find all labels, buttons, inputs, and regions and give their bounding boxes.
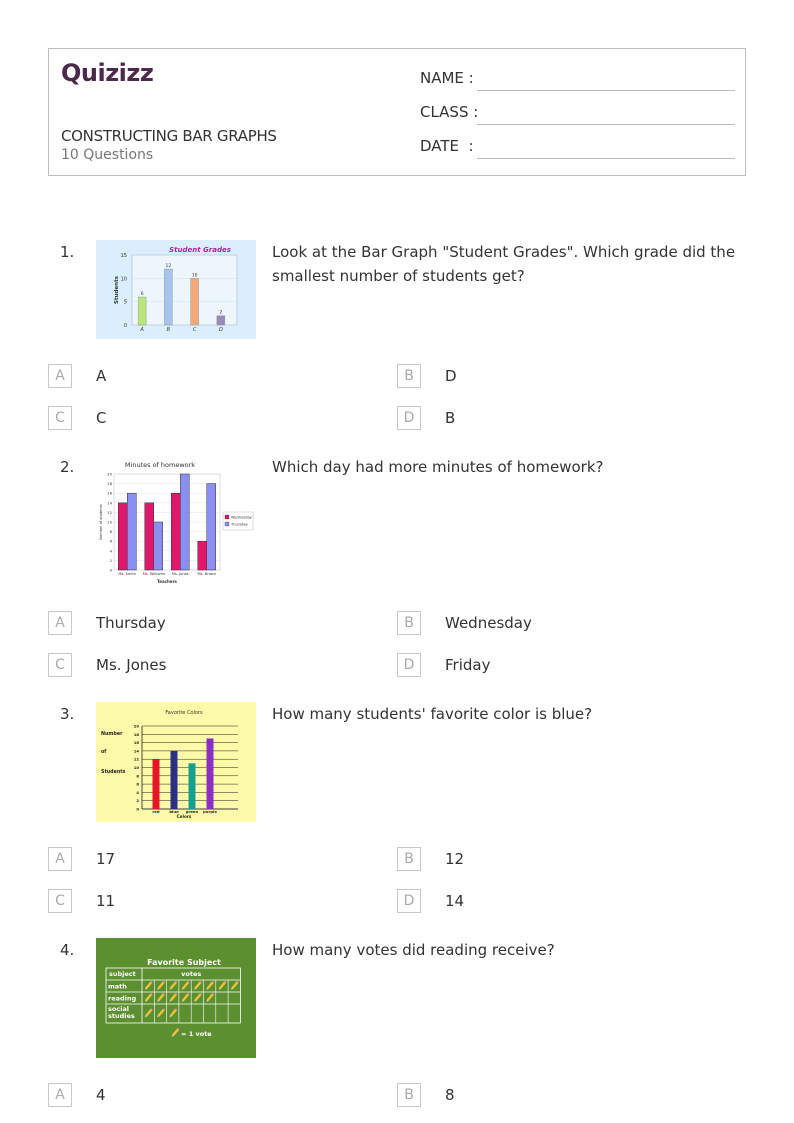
favorite-subject-tally — [96, 938, 256, 1058]
y-tick-label: 2 — [136, 798, 139, 804]
bar-wednesday-ms-brown — [198, 541, 207, 570]
q2-option-b-text[interactable]: Wednesday — [445, 614, 532, 632]
question-4-image — [96, 938, 256, 1058]
quizizz-logo: Quizizz — [61, 59, 154, 87]
q3-option-d-text[interactable]: 14 — [445, 892, 465, 910]
q3-option-d-letter[interactable]: D — [397, 889, 421, 913]
date-field[interactable] — [420, 137, 735, 157]
y-tick-label: 0 — [136, 806, 139, 812]
question-4-text: How many votes did reading receive? — [272, 941, 555, 959]
name-line[interactable] — [477, 90, 735, 91]
date-label: DATE : — [420, 137, 474, 155]
q1-option-d-text[interactable]: B — [445, 409, 456, 427]
q1-option-c-text[interactable]: C — [96, 409, 107, 427]
y-tick-label: 0 — [109, 567, 112, 573]
q2-option-c-text[interactable]: Ms. Jones — [96, 656, 167, 674]
y-tick-label: 4 — [109, 548, 112, 554]
q2-option-a-text[interactable]: Thursday — [96, 614, 166, 632]
y-tick-label: 2 — [109, 557, 112, 563]
y-tick-label: 12 — [133, 756, 139, 762]
bar-thursday-ms-smith — [127, 493, 136, 570]
bar-a — [138, 297, 146, 325]
q3-option-c-letter[interactable]: C — [48, 889, 72, 913]
bar-wednesday-ms-jones — [171, 493, 180, 570]
y-tick-label: 18 — [133, 731, 139, 737]
row-label-social-studies: studies — [108, 1012, 135, 1020]
chart-title: Favorite Colors — [165, 710, 203, 716]
name-field[interactable] — [420, 69, 735, 89]
y-tick-label: 18 — [107, 481, 112, 487]
minutes-of-homework-chart — [96, 455, 256, 588]
x-tick-label: Ms. Jones — [171, 572, 189, 576]
y-tick-label: 15 — [120, 253, 127, 259]
data-label-b: 12 — [165, 264, 172, 269]
x-axis-label: Colors — [176, 814, 192, 819]
y-tick-label: 4 — [136, 789, 139, 795]
question-2-image — [96, 455, 256, 588]
bar-thursday-ms-jones — [180, 474, 189, 570]
q2-option-a-letter[interactable]: A — [48, 611, 72, 635]
header-votes: votes — [181, 970, 202, 978]
q3-option-c-text[interactable]: 11 — [96, 892, 116, 910]
q1-option-b-letter[interactable]: B — [397, 364, 421, 388]
chart-title: Favorite Subject — [147, 958, 221, 967]
student-grades-chart — [96, 240, 256, 339]
header-subject: subject — [109, 970, 136, 978]
y-tick-label: 8 — [109, 529, 112, 535]
chart-title: Minutes of homework — [124, 461, 196, 469]
x-tick-label: A — [140, 327, 144, 333]
bar-red — [153, 759, 160, 809]
question-2-number: 2. — [60, 458, 75, 476]
q3-option-a-text[interactable]: 17 — [96, 850, 116, 868]
y-axis-label-line: of — [101, 750, 107, 755]
bar-thursday-ms-brown — [207, 484, 216, 570]
x-tick-label: green — [185, 809, 199, 814]
question-3-text: How many students' favorite color is blue? — [272, 705, 593, 723]
q3-option-a-letter[interactable]: A — [48, 847, 72, 871]
bar-wednesday-ms-williams — [145, 503, 154, 570]
q2-option-c-letter[interactable]: C — [48, 653, 72, 677]
favorite-colors-chart — [96, 702, 256, 822]
x-tick-label: Ms. Williams — [142, 572, 165, 576]
question-1-number: 1. — [60, 243, 75, 261]
class-line[interactable] — [477, 124, 735, 125]
x-tick-label: Ms. Brown — [197, 572, 217, 576]
x-tick-label: blue — [169, 809, 179, 814]
data-label-c: 10 — [191, 273, 198, 279]
legend-swatch-thursday — [225, 522, 229, 526]
legend-label-wednesday: Wednesday — [231, 515, 252, 520]
row-label-reading: reading — [108, 994, 137, 1003]
y-tick-label: 6 — [136, 781, 139, 787]
q3-option-b-letter[interactable]: B — [397, 847, 421, 871]
date-line[interactable] — [477, 158, 735, 159]
q3-option-b-text[interactable]: 12 — [445, 850, 465, 868]
y-axis-label-line: Students — [101, 770, 126, 775]
worksheet-title: CONSTRUCTING BAR GRAPHS — [61, 127, 277, 145]
class-label: CLASS : — [420, 103, 479, 121]
x-tick-label: red — [152, 809, 160, 814]
y-axis-label-line: Number — [101, 732, 123, 737]
q1-option-b-text[interactable]: D — [445, 367, 457, 385]
y-tick-label: 0 — [123, 323, 127, 329]
x-tick-label: purple — [203, 809, 217, 814]
x-tick-label: D — [218, 327, 223, 333]
name-label: NAME : — [420, 69, 474, 87]
x-tick-label: Ms. Smith — [118, 572, 137, 576]
question-4-number: 4. — [60, 941, 75, 959]
q2-option-d-text[interactable]: Friday — [445, 656, 491, 674]
row-label-math: math — [108, 982, 127, 991]
data-label-d: 2 — [219, 310, 223, 316]
q2-option-b-letter[interactable]: B — [397, 611, 421, 635]
y-tick-label: 10 — [107, 519, 112, 525]
q4-option-b-text[interactable]: 8 — [445, 1086, 455, 1104]
legend-swatch-wednesday — [225, 515, 229, 519]
q4-option-b-letter[interactable]: B — [397, 1083, 421, 1107]
data-label-a: 6 — [140, 292, 144, 297]
y-tick-label: 16 — [133, 740, 139, 746]
bar-b — [164, 269, 172, 325]
y-tick-label: 8 — [136, 773, 139, 779]
y-tick-label: 20 — [133, 723, 139, 729]
bar-c — [191, 278, 199, 325]
y-tick-label: 14 — [133, 748, 139, 754]
question-3-number: 3. — [60, 705, 75, 723]
x-tick-label: C — [192, 327, 197, 333]
q1-option-a-text[interactable]: A — [96, 367, 107, 385]
bar-purple — [207, 738, 214, 809]
question-1-text: Look at the Bar Graph "Student Grades". Which grade did the smallest number of students get? — [272, 243, 736, 285]
chart-title: Student Grades — [169, 246, 231, 254]
class-field[interactable] — [420, 103, 735, 123]
y-tick-label: 20 — [107, 471, 112, 477]
question-count: 10 Questions — [61, 147, 154, 163]
legend-text: = 1 vote — [181, 1030, 212, 1038]
y-tick-label: 14 — [107, 500, 112, 506]
row-label-social-studies: social — [108, 1005, 130, 1013]
y-tick-label: 6 — [109, 538, 112, 544]
q4-option-a-text[interactable]: 4 — [96, 1086, 106, 1104]
bar-blue — [171, 751, 178, 809]
y-tick-label: 10 — [133, 765, 139, 770]
q1-option-c-letter[interactable]: C — [48, 406, 72, 430]
x-axis-label: Teachers — [157, 579, 177, 584]
y-axis-label: Students — [114, 276, 120, 304]
worksheet-header — [48, 48, 746, 176]
y-tick-label: 16 — [107, 490, 112, 496]
bar-thursday-ms-williams — [154, 522, 163, 570]
question-3-image — [96, 702, 256, 822]
y-tick-label: 12 — [107, 509, 112, 515]
bar-wednesday-ms-smith — [118, 503, 127, 570]
q4-option-a-letter[interactable]: A — [48, 1083, 72, 1107]
bar-d — [217, 316, 225, 325]
bar-green — [189, 763, 196, 809]
legend-label-thursday: Thursday — [231, 522, 248, 527]
x-tick-label: B — [166, 327, 171, 333]
question-1-image — [96, 240, 256, 339]
y-tick-label: 10 — [120, 276, 127, 283]
question-2-text: Which day had more minutes of homework? — [272, 458, 604, 476]
q1-option-d-letter[interactable]: D — [397, 406, 421, 430]
q2-option-d-letter[interactable]: D — [397, 653, 421, 677]
q1-option-a-letter[interactable]: A — [48, 364, 72, 388]
y-axis-label: Number of students — [99, 504, 103, 540]
y-tick-label: 5 — [123, 299, 127, 306]
